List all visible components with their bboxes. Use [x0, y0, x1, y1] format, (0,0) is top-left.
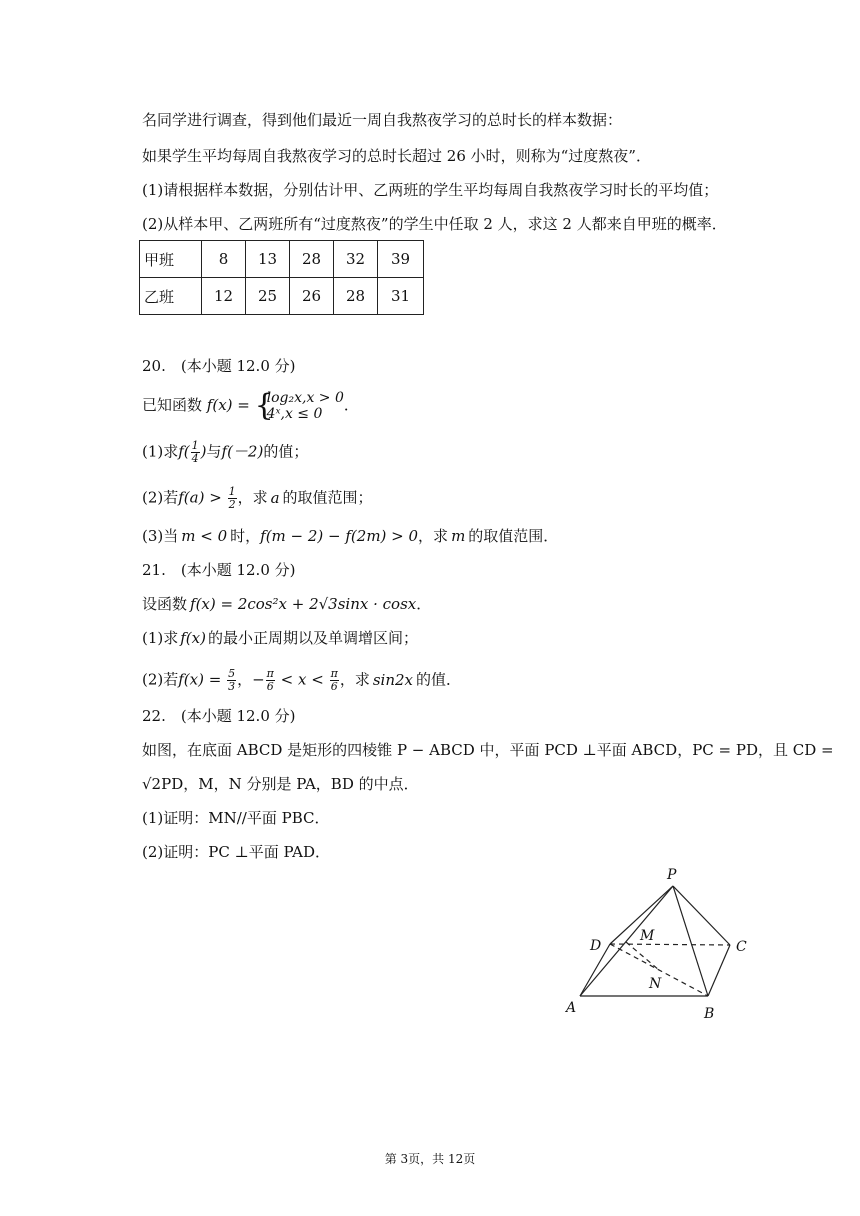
q21-stem: [142, 594, 431, 614]
q20-header: 20. (本小题 12.0 分): [142, 357, 296, 375]
table-cell: 32: [334, 241, 378, 278]
expr: f(x) = 2cos²x + 2√3sinx · cosx: [190, 595, 417, 613]
expr: ): [200, 442, 207, 461]
frac-den: 2: [228, 498, 236, 511]
expr: f(: [178, 442, 190, 461]
case-1: log₂x,x > 0: [266, 390, 344, 406]
frac-num: π: [266, 667, 274, 680]
label-N: N: [649, 976, 662, 992]
text: 时，: [230, 527, 261, 545]
q22-line2: √2PD，M，N 分别是 PA，BD 的中点．: [142, 775, 419, 793]
text: ，: [237, 670, 253, 689]
part-label: (1)求: [142, 442, 179, 461]
table-cell: 25: [246, 278, 290, 315]
q22-line1: 如图，在底面 ABCD 是矩形的四棱锥 P − ABCD 中，平面 PCD ⊥平面 ABCD，PC = PD，且 CD =: [142, 741, 834, 759]
label-M: M: [640, 928, 655, 944]
q19-part2: (2)从样本甲、乙两班所有“过度熬夜”的学生中任取 2 人，求这 2 人都来自甲班的概率．: [142, 215, 727, 233]
edge-BC: [708, 945, 730, 996]
frac-num: 1: [228, 485, 236, 498]
table-cell: 13: [246, 241, 290, 278]
table-row: [140, 278, 424, 315]
part-label: (2)若: [142, 488, 179, 507]
text: 设函数: [142, 595, 188, 613]
frac-den: 6: [330, 680, 338, 693]
part-label: (2)若: [142, 670, 179, 689]
row-label: 甲班: [140, 241, 202, 278]
q22-part2: (2)证明：PC ⊥平面 PAD．: [142, 843, 331, 861]
segment-MN: [626, 942, 659, 970]
table-cell: 28: [334, 278, 378, 315]
q22-header: 22. (本小题 12.0 分): [142, 707, 296, 725]
q20-stem-prefix: 已知函数: [142, 396, 203, 414]
text: ，求: [339, 670, 370, 689]
edge-PC: [673, 886, 730, 945]
fraction: [227, 668, 236, 693]
part-label: (3)当: [142, 527, 179, 545]
label-P: P: [667, 867, 677, 883]
frac-num: 5: [228, 667, 236, 680]
text: ．: [416, 595, 432, 613]
label-A: A: [566, 1000, 577, 1016]
var: a: [270, 488, 280, 507]
q21-part1: [142, 628, 418, 648]
q21-part2: [142, 668, 461, 693]
expr: f(x): [180, 629, 206, 647]
q20-func: f(x) =: [206, 396, 255, 414]
table-cell: 26: [290, 278, 334, 315]
expr: f(x) =: [178, 670, 227, 689]
fraction: [191, 440, 200, 465]
fraction: [228, 486, 237, 511]
expr: < x <: [275, 670, 329, 689]
q19-part1: (1)请根据样本数据，分别估计甲、乙两班的学生平均每周自我熬夜学习时长的平均值；: [142, 181, 719, 199]
expr: f(－2): [221, 442, 264, 461]
frac-den: 6: [266, 680, 274, 693]
text: ，求: [237, 488, 268, 507]
frac-num: π: [330, 667, 338, 680]
q20-stem-suffix: ．: [343, 396, 359, 414]
page-footer: 第 3页，共 12页: [384, 1152, 476, 1166]
piecewise-def: { log₂x,x > 0 4ˣ,x ≤ 0: [254, 388, 344, 423]
text: 的值．: [416, 670, 462, 689]
table-cell: 39: [378, 241, 424, 278]
text: 与: [206, 442, 222, 461]
fraction: [266, 668, 275, 693]
fraction: [330, 668, 339, 693]
pyramid-figure: [560, 862, 760, 1027]
frac-den: 4: [191, 452, 199, 465]
table-cell: 28: [290, 241, 334, 278]
q19-intro: 名同学进行调查，得到他们最近一周自我熬夜学习的总时长的样本数据：: [142, 111, 623, 129]
table-cell: 8: [202, 241, 246, 278]
edge-PB: [673, 886, 708, 996]
row-label: 乙班: [140, 278, 202, 315]
label-D: D: [590, 938, 602, 954]
case-2: 4ˣ,x ≤ 0: [266, 406, 323, 422]
frac-den: 3: [228, 680, 236, 693]
q20-part3: [142, 526, 558, 546]
label-B: B: [704, 1006, 715, 1022]
text: 的值；: [263, 442, 309, 461]
hours-table: [139, 240, 424, 315]
expr: f(a) >: [178, 488, 227, 507]
expr: sin2x: [372, 670, 413, 689]
q19-definition: 如果学生平均每周自我熬夜学习的总时长超过 26 小时，则称为“过度熬夜”．: [142, 147, 651, 165]
expr: f(m − 2) − f(2m) > 0: [260, 527, 419, 545]
expr: −: [252, 670, 265, 689]
table-cell: 31: [378, 278, 424, 315]
table-cell: 12: [202, 278, 246, 315]
expr: m < 0: [181, 527, 228, 545]
text: 的取值范围；: [282, 488, 373, 507]
label-C: C: [736, 939, 747, 955]
text: 的最小正周期以及单调增区间；: [207, 629, 418, 647]
q20-part1: [142, 440, 308, 465]
table-row: [140, 241, 424, 278]
frac-num: 1: [191, 439, 199, 452]
part-label: (1)求: [142, 629, 179, 647]
q22-part1: (1)证明：MN//平面 PBC．: [142, 809, 330, 827]
q20-part2: [142, 486, 373, 511]
q20-stem: [142, 388, 359, 423]
var: m: [451, 527, 466, 545]
text: ，求: [418, 527, 449, 545]
text: 的取值范围．: [468, 527, 559, 545]
q21-header: 21. (本小题 12.0 分): [142, 561, 296, 579]
